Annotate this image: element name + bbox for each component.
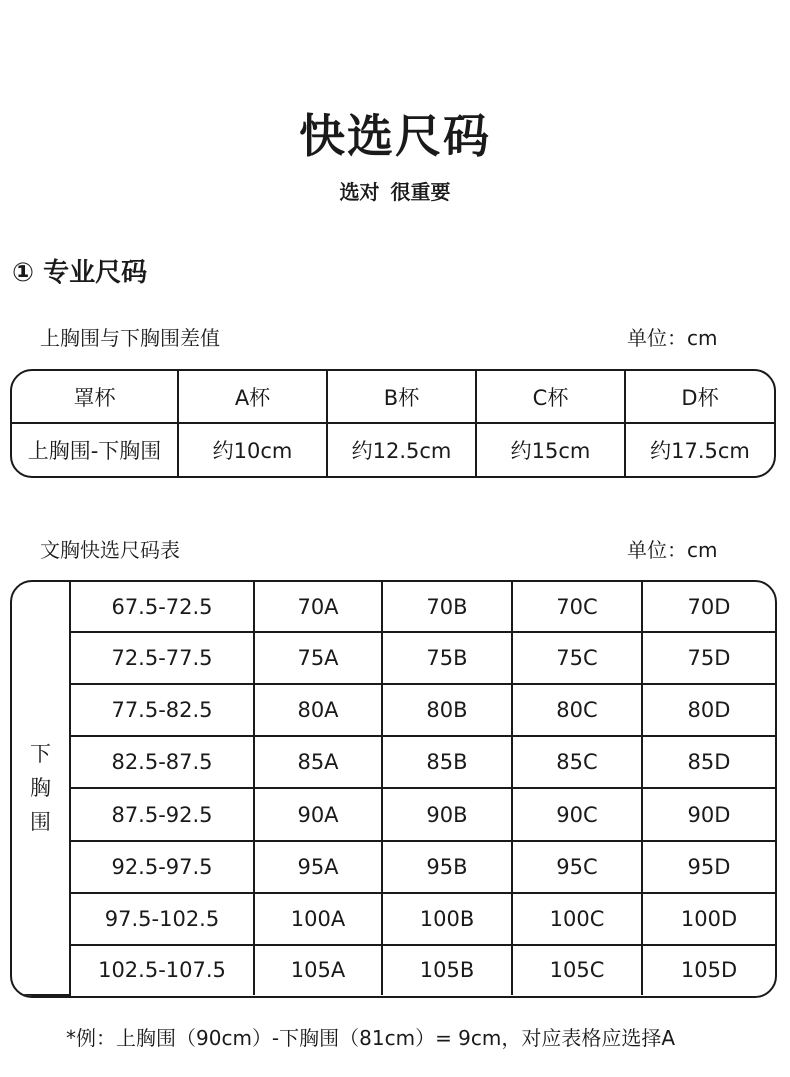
table-cell: 约15cm: [476, 423, 625, 476]
size-cell: 85C: [512, 736, 642, 788]
page-title: 快选尺码: [299, 109, 491, 163]
table-row: [12, 736, 775, 788]
table-row: [12, 632, 775, 684]
size-cell: 85D: [642, 736, 775, 788]
size-cell: 95B: [382, 841, 512, 893]
size-cell: 75A: [254, 632, 382, 684]
underbust-range-cell: 77.5-82.5: [70, 684, 254, 736]
size-cell: 95C: [512, 841, 642, 893]
size-cell: 95A: [254, 841, 382, 893]
side-label-char: 下: [30, 742, 51, 766]
size-cell: 80D: [642, 684, 775, 736]
size-cell: 75B: [382, 632, 512, 684]
underbust-range-cell: 92.5-97.5: [70, 841, 254, 893]
size-cell: 70A: [254, 582, 382, 632]
table-header-row: [12, 371, 774, 423]
size-cell: 100C: [512, 893, 642, 945]
size-cell: 75D: [642, 632, 775, 684]
footnote: *例：上胸围（90cm）-下胸围（81cm）= 9cm，对应表格应选择A: [66, 1026, 676, 1050]
size-table-caption: 文胸快选尺码表: [40, 538, 180, 562]
size-cell: 105C: [512, 945, 642, 995]
table-row: [12, 945, 775, 995]
size-cell: 90B: [382, 788, 512, 840]
cup-table-unit: 单位：cm: [627, 326, 718, 350]
table-row: [12, 893, 775, 945]
size-cell: 100A: [254, 893, 382, 945]
table-cell: 上胸围-下胸围: [12, 423, 178, 476]
table-header-cell: D杯: [625, 371, 774, 423]
size-chart-table: [10, 580, 777, 998]
size-cell: 85A: [254, 736, 382, 788]
table-row: [12, 841, 775, 893]
size-cell: 105D: [642, 945, 775, 995]
size-cell: 85B: [382, 736, 512, 788]
cup-table-caption: 上胸围与下胸围差值: [40, 326, 220, 350]
size-cell: 80A: [254, 684, 382, 736]
table-row: [12, 582, 775, 632]
size-cell: 80B: [382, 684, 512, 736]
size-cell: 100B: [382, 893, 512, 945]
size-cell: 70D: [642, 582, 775, 632]
size-cell: 105A: [254, 945, 382, 995]
table-header-cell: A杯: [178, 371, 327, 423]
underbust-range-cell: 102.5-107.5: [70, 945, 254, 995]
page-subtitle: 选对 很重要: [339, 180, 451, 204]
table-cell: 约12.5cm: [327, 423, 476, 476]
table-row: [12, 423, 774, 476]
table-header-cell: C杯: [476, 371, 625, 423]
size-cell: 90D: [642, 788, 775, 840]
size-cell: 70C: [512, 582, 642, 632]
side-label-char: 胸: [30, 776, 51, 800]
size-cell: 95D: [642, 841, 775, 893]
section-heading: ① 专业尺码: [12, 258, 148, 288]
table-row: [12, 684, 775, 736]
side-label-char: 围: [30, 810, 51, 834]
table-row: [12, 788, 775, 840]
table-header-cell: B杯: [327, 371, 476, 423]
size-cell: 90A: [254, 788, 382, 840]
size-cell: 80C: [512, 684, 642, 736]
underbust-range-cell: 82.5-87.5: [70, 736, 254, 788]
table-cell: 约17.5cm: [625, 423, 774, 476]
size-cell: 70B: [382, 582, 512, 632]
size-cell: 75C: [512, 632, 642, 684]
size-table-unit: 单位：cm: [627, 538, 718, 562]
size-cell: 100D: [642, 893, 775, 945]
table-header-cell: 罩杯: [12, 371, 178, 423]
underbust-range-cell: 87.5-92.5: [70, 788, 254, 840]
underbust-side-label: [12, 582, 70, 995]
size-cell: 90C: [512, 788, 642, 840]
cup-difference-table: [10, 369, 776, 478]
underbust-range-cell: 97.5-102.5: [70, 893, 254, 945]
underbust-range-cell: 72.5-77.5: [70, 632, 254, 684]
underbust-range-cell: 67.5-72.5: [70, 582, 254, 632]
size-cell: 105B: [382, 945, 512, 995]
table-cell: 约10cm: [178, 423, 327, 476]
